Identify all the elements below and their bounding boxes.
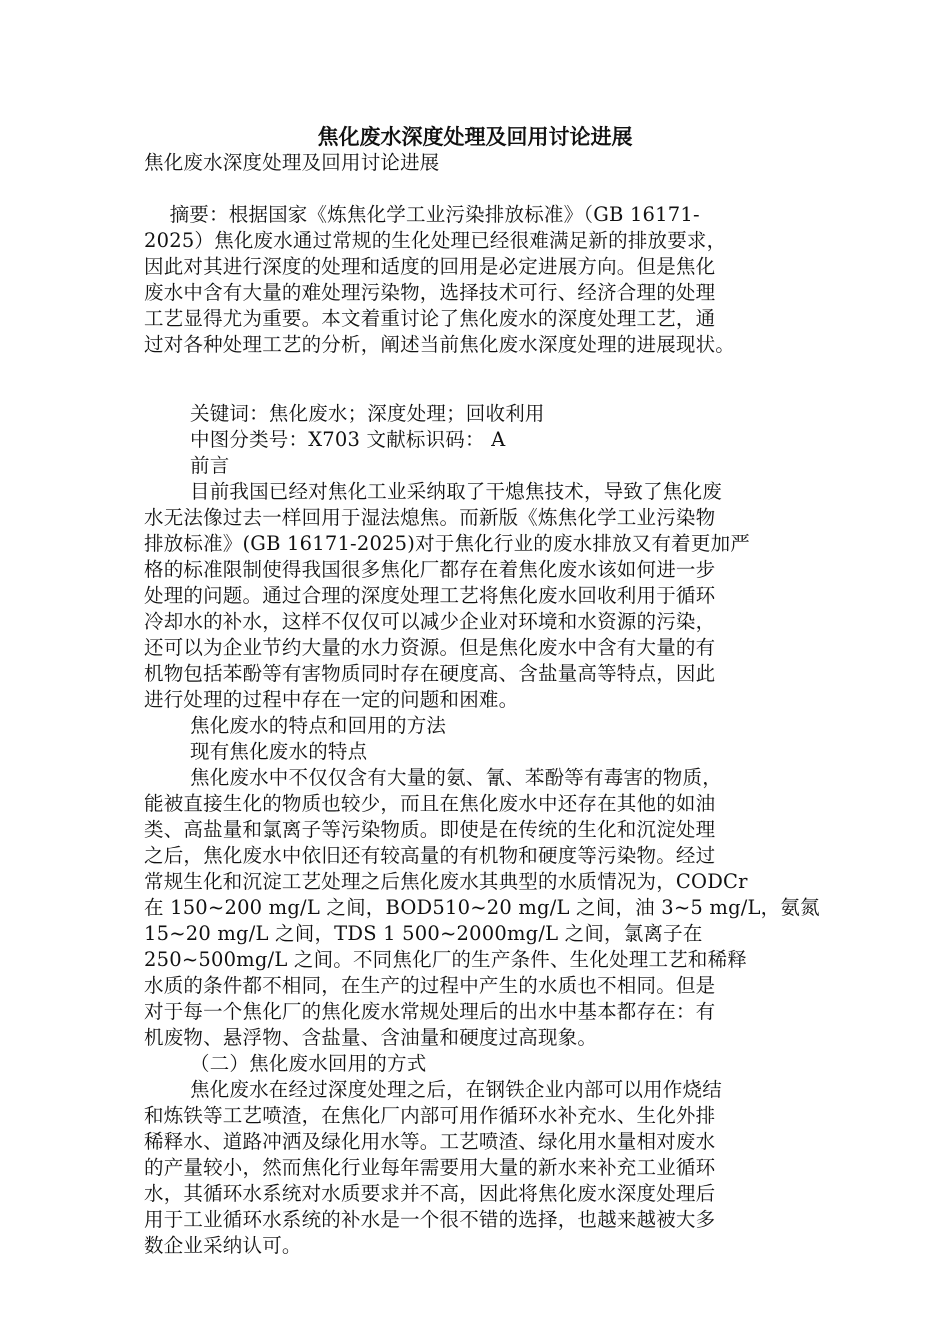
section1-line: 在 150~200 mg/L 之间，BOD510~20 mg/L 之间，油 3~5 mg/L，氨氮 xyxy=(144,896,820,919)
section2-line: 稀释水、道路冲洒及绿化用水等。工艺喷渣、绿化用水量相对废水 xyxy=(144,1130,716,1153)
abstract-line: 工艺显得尤为重要。本文着重讨论了焦化废水的深度处理工艺，通 xyxy=(144,307,716,330)
classification: 中图分类号：X703 文献标识码： A xyxy=(190,428,506,451)
preface-line: 水无法像过去一样回用于湿法熄焦。而新版《炼焦化学工业污染物 xyxy=(144,506,716,529)
section1-line: 250~500mg/L 之间。不同焦化厂的生产条件、生化处理工艺和稀释 xyxy=(144,948,747,971)
section2-line: 焦化废水在经过深度处理之后，在钢铁企业内部可以用作烧结 xyxy=(190,1078,722,1101)
section1-line: 之后，焦化废水中依旧还有较高量的有机物和硬度等污染物。经过 xyxy=(144,844,716,867)
section-heading: （二）焦化废水回用的方式 xyxy=(190,1052,427,1075)
preface-line: 格的标准限制使得我国很多焦化厂都存在着焦化废水该如何进一步 xyxy=(144,558,716,581)
document-title: 焦化废水深度处理及回用讨论进展 xyxy=(317,124,633,149)
section2-line: 水，其循环水系统对水质要求并不高，因此将焦化废水深度处理后 xyxy=(144,1182,716,1205)
section2-line: 和炼铁等工艺喷渣，在焦化厂内部可用作循环水补充水、生化外排 xyxy=(144,1104,716,1127)
abstract-line: 因此对其进行深度的处理和适度的回用是必定进展方向。但是焦化 xyxy=(144,255,716,278)
section1-line: 能被直接生化的物质也较少，而且在焦化废水中还存在其他的如油 xyxy=(144,792,716,815)
document-subtitle: 焦化废水深度处理及回用讨论进展 xyxy=(144,151,440,174)
section1-line: 常规生化和沉淀工艺处理之后焦化废水其典型的水质情况为，CODCr xyxy=(144,870,748,893)
abstract-line: 摘要：根据国家《炼焦化学工业污染排放标准》（GB 16171- xyxy=(144,203,700,226)
section1-line: 水质的条件都不相同，在生产的过程中产生的水质也不相同。但是 xyxy=(144,974,716,997)
section1-line: 类、高盐量和氯离子等污染物质。即使是在传统的生化和沉淀处理 xyxy=(144,818,716,841)
abstract-line: 过对各种处理工艺的分析，阐述当前焦化废水深度处理的进展现状。 xyxy=(144,333,736,356)
abstract-line: 2025）焦化废水通过常规的生化处理已经很难满足新的排放要求， xyxy=(144,229,727,252)
section1-line: 机废物、悬浮物、含盐量、含油量和硬度过高现象。 xyxy=(144,1026,598,1049)
section2-line: 数企业采纳认可。 xyxy=(144,1234,302,1257)
section-heading: 焦化废水的特点和回用的方法 xyxy=(190,714,447,737)
preface-line: 机物包括苯酚等有害物质同时存在硬度高、含盐量高等特点，因此 xyxy=(144,662,716,685)
section1-line: 15~20 mg/L 之间，TDS 1 500~2000mg/L 之间，氯离子在 xyxy=(144,922,703,945)
subsection-heading: 现有焦化废水的特点 xyxy=(190,740,368,763)
abstract-line: 废水中含有大量的难处理污染物，选择技术可行、经济合理的处理 xyxy=(144,281,716,304)
section1-line: 对于每一个焦化厂的焦化废水常规处理后的出水中基本都存在：有 xyxy=(144,1000,716,1023)
section1-line: 焦化废水中不仅仅含有大量的氨、氰、苯酚等有毒害的物质， xyxy=(190,766,722,789)
section2-line: 的产量较小，然而焦化行业每年需要用大量的新水来补充工业循环 xyxy=(144,1156,716,1179)
preface-line: 进行处理的过程中存在一定的问题和困难。 xyxy=(144,688,519,711)
keywords: 关键词：焦化废水；深度处理；回收利用 xyxy=(190,402,545,425)
preface-heading: 前言 xyxy=(190,454,230,477)
preface-line: 冷却水的补水，这样不仅仅可以减少企业对环境和水资源的污染， xyxy=(144,610,716,633)
section2-line: 用于工业循环水系统的补水是一个很不错的选择，也越来越被大多 xyxy=(144,1208,716,1231)
preface-line: 目前我国已经对焦化工业采纳取了干熄焦技术，导致了焦化废 xyxy=(190,480,722,503)
preface-line: 还可以为企业节约大量的水力资源。但是焦化废水中含有大量的有 xyxy=(144,636,716,659)
preface-line: 处理的问题。通过合理的深度处理工艺将焦化废水回收利用于循环 xyxy=(144,584,716,607)
preface-line: 排放标准》(GB 16171-2025)对于焦化行业的废水排放又有着更加严 xyxy=(144,532,750,555)
